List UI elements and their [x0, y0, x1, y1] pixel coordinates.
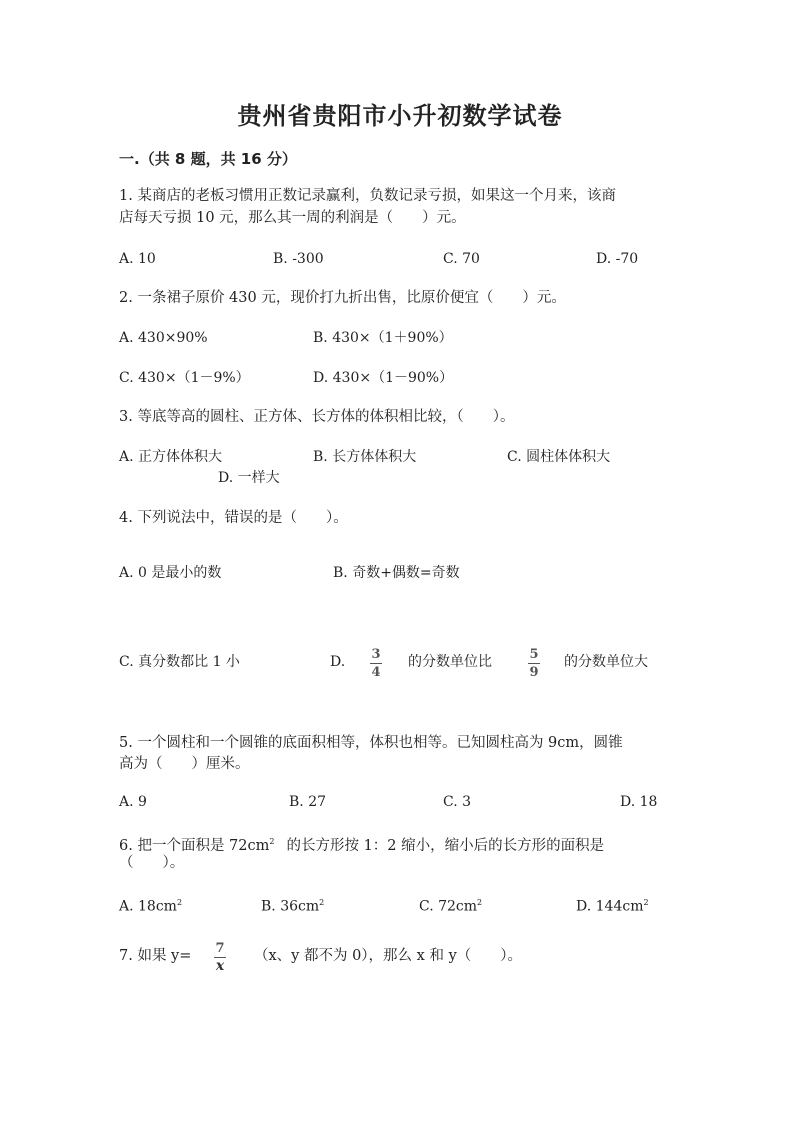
fraction-numerator: 7: [215, 941, 225, 956]
q4-option-b: B. 奇数+偶数=奇数: [333, 565, 460, 581]
section-heading: 一.（共 8 题，共 16 分）: [119, 150, 297, 168]
q5-option-b: B. 27: [289, 794, 327, 810]
q6-superscript: 2: [176, 898, 183, 907]
q6-stem-part2: 的长方形按 1：2 缩小，缩小后的长方形的面积是: [286, 837, 605, 854]
q4-option-d-label: D.: [330, 654, 346, 670]
q2-option-b: B. 430×（1＋90%）: [313, 330, 453, 346]
q6-option-c: [419, 893, 482, 917]
q7-stem-prefix: 7. 如果 y=: [119, 948, 192, 964]
q4-fraction-5-9: [528, 647, 540, 680]
fraction-denominator: x: [215, 958, 225, 974]
q3-stem-line1: 3. 等底等高的圆柱、正方体、长方体的体积相比较，（ ）。: [119, 409, 515, 425]
q6-superscript: 2: [643, 898, 649, 907]
q6-superscript: 2: [319, 898, 325, 907]
q3-option-d: D. 一样大: [218, 470, 280, 486]
q4-fraction-3-4: [370, 647, 382, 680]
fraction-denominator: 4: [371, 665, 381, 680]
q6-option-a: [119, 893, 182, 917]
q4-option-c: C. 真分数都比 1 小: [119, 654, 240, 670]
fraction-numerator: 3: [371, 647, 381, 662]
q5-stem-line2: 高为（ ）厘米。: [119, 756, 250, 772]
q5-option-c: C. 3: [443, 794, 472, 810]
q2-option-d: D. 430×（1－90%）: [313, 370, 454, 386]
q7-fraction-7-x: [214, 941, 226, 974]
q6-option-d-text: D. 144cm: [576, 898, 644, 915]
q3-option-b: B. 长方体体积大: [313, 449, 417, 465]
q4-option-d-suffix: 的分数单位大: [564, 654, 648, 670]
q3-option-c: C. 圆柱体体积大: [507, 449, 611, 465]
fraction-bar: [528, 663, 540, 664]
q4-stem-line1: 4. 下列说法中，错误的是（ ）。: [119, 510, 348, 526]
q1-option-b: B. -300: [273, 251, 324, 267]
q4-option-a: A. 0 是最小的数: [119, 565, 222, 581]
q6-option-b-text: B. 36cm: [261, 898, 320, 915]
q2-option-c: C. 430×（1－9%）: [119, 370, 250, 386]
q6-option-c-text: C. 72cm: [419, 898, 478, 915]
q1-option-c: C. 70: [443, 251, 480, 267]
q5-option-d: D. 18: [620, 794, 658, 810]
q6-option-b: [261, 893, 324, 917]
q6-superscript: 2: [269, 837, 275, 846]
q2-option-a: A. 430×90%: [119, 330, 208, 346]
q6-superscript: 2: [477, 898, 483, 907]
fraction-bar: [370, 663, 382, 664]
q6-stem-line1: [119, 832, 604, 856]
q6-option-d: [576, 893, 649, 917]
q3-option-a: A. 正方体体积大: [119, 449, 223, 465]
q1-option-d: D. -70: [596, 251, 639, 267]
q5-option-a: A. 9: [119, 794, 147, 810]
q1-option-a: A. 10: [119, 251, 156, 267]
q7-stem-suffix: （x、y 都不为 0），那么 x 和 y（ ）。: [254, 948, 523, 964]
q5-stem-line1: 5. 一个圆柱和一个圆锥的底面积相等，体积也相等。已知圆柱高为 9cm，圆锥: [119, 735, 623, 751]
fraction-numerator: 5: [529, 647, 539, 662]
q2-stem-line1: 2. 一条裙子原价 430 元，现价打九折出售，比原价便宜（ ）元。: [119, 290, 566, 306]
page-title: 贵州省贵阳市小升初数学试卷: [237, 102, 563, 130]
q6-stem-line2: （ ）。: [119, 855, 185, 871]
q6-stem-part1: 6. 把一个面积是 72cm: [119, 837, 270, 854]
q1-stem-line1: 1. 某商店的老板习惯用正数记录赢利，负数记录亏损，如果这一个月来，该商: [119, 188, 616, 204]
q6-option-a-text: A. 18cm: [119, 898, 177, 915]
q4-option-d-middle: 的分数单位比: [408, 654, 492, 670]
q1-stem-line2: 店每天亏损 10 元，那么其一周的利润是（ ）元。: [119, 210, 466, 226]
fraction-denominator: 9: [529, 665, 539, 680]
